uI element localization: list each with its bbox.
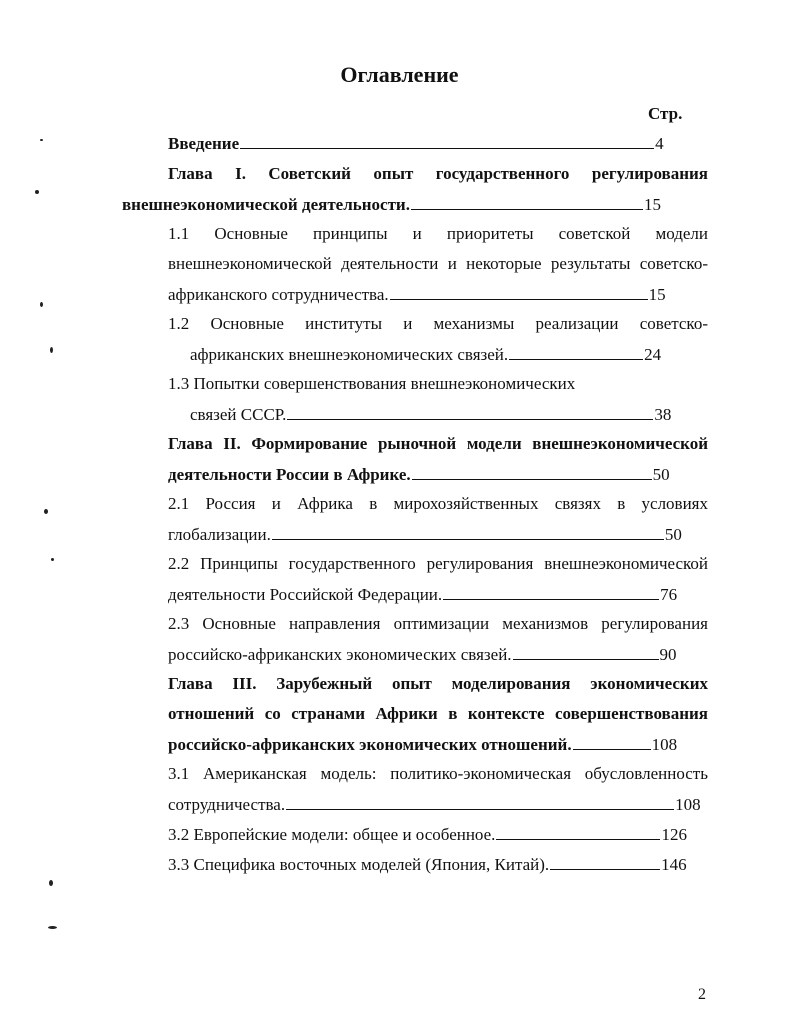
toc-page-number: 90 <box>659 645 677 664</box>
toc-page-number: 146 <box>661 855 687 874</box>
scan-speck <box>50 347 53 353</box>
leader-line <box>412 464 652 480</box>
toc-page-number: 108 <box>651 735 678 754</box>
section-2-1[interactable]: 2.1 Россия и Африка в мирохозяйственных связях в условиях <box>168 494 708 513</box>
page-column-header: Стр. <box>648 104 683 123</box>
leader-line <box>240 133 654 149</box>
scan-speck <box>44 509 48 514</box>
leader-line <box>411 194 643 210</box>
section-2-2-end[interactable] <box>168 584 677 604</box>
page-number: 2 <box>698 986 706 1003</box>
toc-page-number: 50 <box>652 465 670 484</box>
section-1-3-end[interactable] <box>190 404 671 424</box>
section-1-2[interactable]: 1.2 Основные институты и механизмы реализации советско- <box>168 314 708 333</box>
section-2-1-end[interactable] <box>168 524 682 544</box>
leader-line <box>390 284 648 300</box>
leader-line <box>509 344 643 360</box>
toc-entry-label: 3.2 Европейские модели: общее и особенное. <box>168 825 496 844</box>
toc-page-number: 108 <box>675 795 701 814</box>
toc-page-number: 50 <box>664 525 682 544</box>
section-1-1[interactable]: 1.1 Основные принципы и приоритеты советской модели <box>168 224 708 243</box>
toc-entry-label: деятельности Российской Федерации. <box>168 585 443 604</box>
toc-title: Оглавление <box>340 62 459 87</box>
leader-line <box>496 824 660 840</box>
scan-speck <box>40 139 43 141</box>
toc-entry-label: связей СССР. <box>190 405 287 424</box>
toc-entry-label: сотрудничества. <box>168 795 286 814</box>
leader-line <box>550 854 660 870</box>
scan-speck <box>49 880 53 886</box>
section-3-3[interactable] <box>168 854 687 874</box>
section-1-1-cont[interactable]: внешнеэкономической деятельности и некоторые результаты советско- <box>168 254 708 273</box>
chapter-1-heading[interactable]: Глава I. Советский опыт государственного регулирования <box>168 164 708 183</box>
scan-speck <box>35 190 39 194</box>
section-2-3[interactable]: 2.3 Основные направления оптимизации механизмов регулирования <box>168 614 708 633</box>
chapter-3-heading-cont[interactable]: отношений со странами Африки в контексте совершенствования <box>168 704 708 723</box>
toc-page-number: 15 <box>648 285 666 304</box>
toc-page-number: 15 <box>643 195 661 214</box>
scan-speck <box>48 926 57 929</box>
toc-entry-label: российско-африканских экономических отношений. <box>168 735 572 754</box>
toc-page-number: 24 <box>644 345 662 364</box>
toc-entry-label: африканского сотрудничества. <box>168 285 389 304</box>
scan-speck <box>40 302 43 307</box>
toc-entry-label: деятельности России в Африке. <box>168 465 411 484</box>
section-3-2[interactable] <box>168 824 687 844</box>
section-1-2-end[interactable] <box>190 344 661 364</box>
leader-line <box>513 644 659 660</box>
toc-page-number: 126 <box>661 825 687 844</box>
section-3-1-end[interactable] <box>168 794 701 814</box>
leader-line <box>287 404 653 420</box>
toc-entry-label: Введение <box>168 134 240 153</box>
section-1-1-end[interactable] <box>168 284 666 304</box>
chapter-2-heading[interactable]: Глава II. Формирование рыночной модели внешнеэкономической <box>168 434 708 453</box>
toc-entry-intro[interactable] <box>168 133 664 153</box>
toc-page-number: 38 <box>654 405 672 424</box>
toc-page-number: 76 <box>660 585 678 604</box>
scan-speck <box>51 558 54 561</box>
section-2-3-end[interactable] <box>168 644 677 664</box>
toc-entry-label: глобализации. <box>168 525 271 544</box>
toc-entry-label: внешнеэкономической деятельности. <box>122 195 410 214</box>
leader-line <box>573 734 651 750</box>
section-1-3[interactable]: 1.3 Попытки совершенствования внешнеэкономических <box>168 374 576 393</box>
toc-entry-label: 3.3 Специфика восточных моделей (Япония, Китай). <box>168 855 550 874</box>
section-2-2[interactable]: 2.2 Принципы государственного регулирования внешнеэкономической <box>168 554 708 573</box>
leader-line <box>286 794 674 810</box>
leader-line <box>443 584 659 600</box>
chapter-1-heading-end[interactable] <box>122 194 661 214</box>
chapter-3-heading[interactable]: Глава III. Зарубежный опыт моделирования экономических <box>168 674 708 693</box>
toc-entry-label: африканских внешнеэкономических связей. <box>190 345 509 364</box>
toc-page-number: 4 <box>655 134 664 153</box>
chapter-3-heading-end[interactable] <box>168 734 677 754</box>
toc-entry-label: российско-африканских экономических связей. <box>168 645 512 664</box>
leader-line <box>272 524 664 540</box>
section-3-1[interactable]: 3.1 Американская модель: политико-экономическая обусловленность <box>168 764 708 783</box>
chapter-2-heading-end[interactable] <box>168 464 670 484</box>
